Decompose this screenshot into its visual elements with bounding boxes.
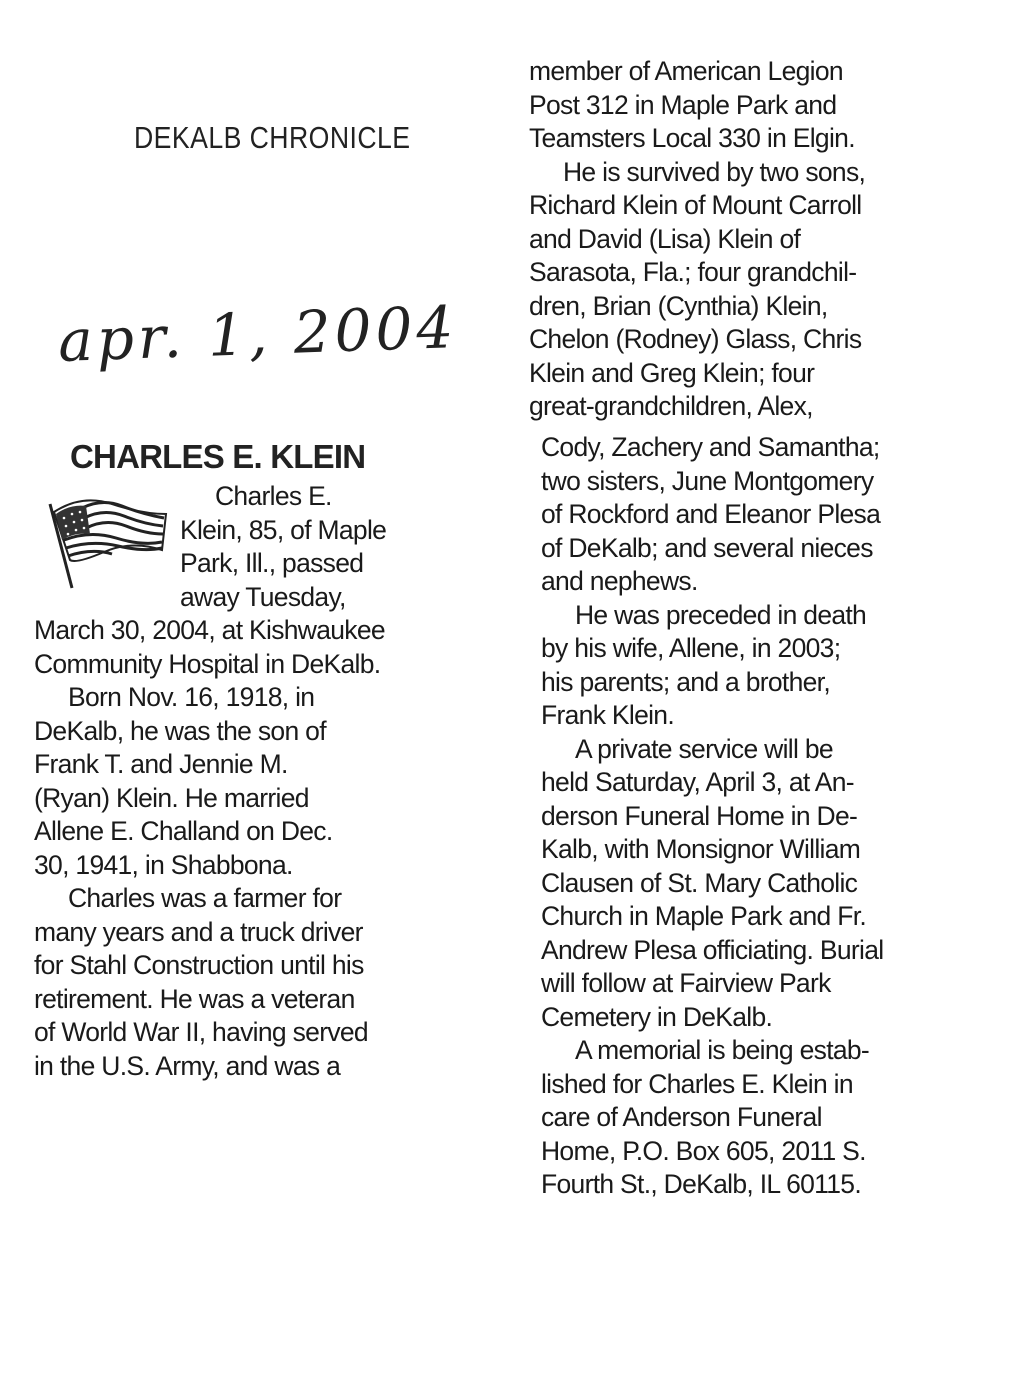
left-column-text (34, 480, 386, 1083)
text-line: Klein, 85, of Maple (180, 514, 387, 545)
text-line: away Tuesday, (180, 581, 346, 612)
text-line: Park, Ill., passed (180, 548, 364, 578)
text-line: derson Funeral Home in De- (541, 800, 858, 831)
text-line: (Ryan) Klein. He married (34, 782, 309, 813)
text-line: two sisters, June Montgomery (541, 465, 874, 496)
text-line: Home, P.O. Box 605, 2011 S. (541, 1135, 866, 1166)
newspaper-masthead: DEKALB CHRONICLE (134, 120, 411, 155)
text-line: Klein and Greg Klein; four (529, 357, 815, 388)
handwritten-date: apr. 1, 2004 (56, 293, 459, 375)
text-line: Charles E. (215, 481, 332, 511)
text-line: March 30, 2004, at Kishwaukee (34, 615, 385, 645)
text-line: member of American Legion (529, 56, 843, 86)
text-line: and nephews. (541, 566, 698, 596)
text-line: of Rockford and Eleanor Plesa (541, 499, 881, 529)
right-column-top-text (529, 55, 865, 424)
text-line: 30, 1941, in Shabbona. (34, 849, 293, 880)
text-line: retirement. He was a veteran (34, 983, 355, 1014)
text-line: Community Hospital in DeKalb. (34, 648, 381, 679)
obituary-headline: CHARLES E. KLEIN (70, 438, 366, 475)
text-line: held Saturday, April 3, at An- (541, 767, 854, 797)
text-line: his parents; and a brother, (541, 666, 830, 697)
text-line: Born Nov. 16, 1918, in (68, 682, 315, 712)
text-line: He was preceded in death (575, 599, 867, 630)
text-line: DeKalb, he was the son of (34, 715, 326, 746)
text-line: Sarasota, Fla.; four grandchil- (529, 257, 857, 287)
text-line: of World War II, having served (34, 1017, 368, 1047)
text-line: Charles was a farmer for (68, 883, 342, 913)
text-line: care of Anderson Funeral (541, 1102, 822, 1132)
text-line: Cody, Zachery and Samantha; (541, 432, 880, 462)
text-line: A private service will be (575, 733, 833, 764)
text-line: Frank T. and Jennie M. (34, 749, 288, 779)
text-line: Andrew Plesa officiating. Burial (541, 934, 884, 965)
text-line: Fourth St., DeKalb, IL 60115. (541, 1169, 861, 1199)
text-line: lished for Charles E. Klein in (541, 1068, 853, 1099)
text-line: Allene E. Challand on Dec. (34, 816, 333, 846)
text-line: and David (Lisa) Klein of (529, 223, 801, 254)
text-line: of DeKalb; and several nieces (541, 532, 873, 563)
text-line: He is survived by two sons, (563, 156, 866, 187)
text-line: by his wife, Allene, in 2003; (541, 633, 841, 663)
text-line: Post 312 in Maple Park and (529, 89, 837, 120)
text-line: Clausen of St. Mary Catholic (541, 867, 858, 898)
text-line: Richard Klein of Mount Carroll (529, 190, 862, 220)
text-line: many years and a truck driver (34, 916, 363, 947)
right-column-bottom-text (541, 431, 883, 1202)
text-line: Teamsters Local 330 in Elgin. (529, 123, 855, 153)
text-line: Chelon (Rodney) Glass, Chris (529, 324, 862, 354)
text-line: Kalb, with Monsignor William (541, 834, 861, 864)
text-line: dren, Brian (Cynthia) Klein, (529, 290, 828, 321)
text-line: Cemetery in DeKalb. (541, 1001, 773, 1032)
text-line: will follow at Fairview Park (541, 968, 831, 998)
text-line: in the U.S. Army, and was a (34, 1050, 341, 1081)
text-line: great-grandchildren, Alex, (529, 391, 813, 421)
text-line: for Stahl Construction until his (34, 950, 364, 980)
text-line: Frank Klein. (541, 700, 674, 730)
text-line: A memorial is being estab- (575, 1035, 870, 1065)
text-line: Church in Maple Park and Fr. (541, 901, 867, 931)
